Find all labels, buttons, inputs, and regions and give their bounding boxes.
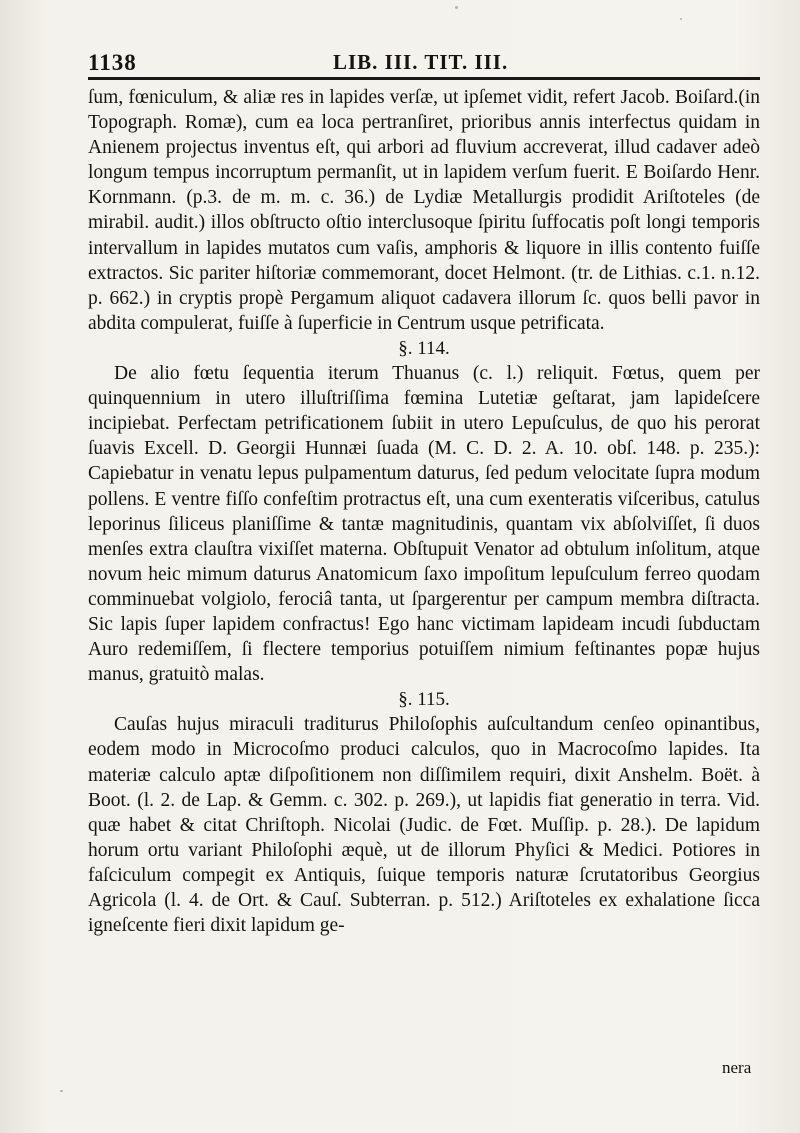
paper-speck (680, 18, 682, 20)
running-title: LIB. III. TIT. III. (333, 50, 509, 74)
section-heading-114: §. 114. (398, 337, 450, 359)
section-heading-115: §. 115. (398, 689, 450, 711)
body-text (88, 85, 760, 938)
header-rule (88, 77, 760, 80)
paragraph: Cauſas hujus miraculi traditurus Philoſophis auſcultandum cenſeo opinantibus, eodem modo in Microcoſmo produci calculos, quo in Macrocoſmo lapides. Ita materiæ calculo aptæ diſpoſitionem non diſſimilem requiri, dixit Anshelm. Boët. à Boot. (l. 2. de Lap. & Gemm. c. 302. p. 269.), ut lapidis fiat generatio in terra. Vid. quæ habet & citat Chriſtoph. Nicolai (Judic. de Fœt. Muſſip. p. 28.). De lapidum horum ortu variant Philoſophi æquè, ut de illorum Phyſici & Medici. Potiores in faſciculum compegit ex Antiquis, ſuique temporis naturæ ſcrutatoribus Georgius Agricola (l. 4. de Ort. & Cauſ. Subterran. p. 512.) Ariſtoteles ex exhalatione ſicca igneſcente fieri dixit lapidum ge- (88, 714, 760, 937)
paragraph: ſum, fœniculum, & aliæ res in lapides verſæ, ut ipſemet vidit, refert Jacob. Boiſard.(in Topograph. Romæ), cum ea loca pertranſiret, prioribus annis interfectus quidam in Anienem projectus inventus eſt, qui arbori ad fluvium accreverat, illud cadaver adeò longum tempus incorruptum permanſit, ut in lapidem verſum fuerit. E Boiſardo Henr. Kornmann. (p.3. de m. m. c. 36.) de Lydiæ Metallurgis prodidit Ariſtoteles (de mirabil. audit.) illos obſtructo oſtio interclusoque ſpiritu ſuffocatis poſt longi temporis intervallum in lapides mutatos cum vaſis, amphoris & liquore in illis contento fuiſſe extractos. Sic pariter hiſtoriæ commemorant, docet Helmont. (tr. de Lithias. c.1. n.12. p. 662.) in cryptis propè Pergamum aliquot cadavera illorum ſc. quos belli pavor in abdita compulerat, fuiſſe à ſuperficie in Centrum usque petrificata. (88, 87, 760, 334)
paper-speck (60, 1090, 63, 1092)
paragraph: De alio fœtu ſequentia iterum Thuanus (c. l.) reliquit. Fœtus, quem per quinquennium in utero illuſtriſſima fœmina Lutetiæ geſtarat, jam lapideſcere incipiebat. Perfectam petrificationem ſubiit in utero Lepuſculus, de quo his perorat ſuavis Excell. D. Georgii Hunnæi ſuada (M. C. D. 2. A. 10. obſ. 148. p. 235.): Capiebatur in venatu lepus pulpamentum daturus, ſed pedum velocitate ſupra modum pollens. E ventre fiſſo confeſtim protractus eſt, una cum exenteratis viſceribus, catulus leporinus ſiliceus planiſſime & tantæ magnitudinis, quantam vix abſolviſſet, ſi duos menſes extra clauſtra vixiſſet materna. Obſtupuit Venator ad obtulum inſolitum, atque novum heic mimum daturus Anatomicum ſaxo impoſitum lepuſculum ferreo quodam comminuebat volgiolo, ferociâ tanta, ut ſpargerentur per campum membra diſtracta. Sic lapis ſuper lapidem confractus! Ego hanc victimam lapideam incudi ſubductam Auro redemiſſem, ſi flectere temporius potuiſſem nimium feſtinantes popæ hujus manus, gratuitò malas. (88, 363, 760, 686)
page-number: 1138 (88, 50, 137, 75)
page-header (88, 44, 760, 80)
paper-speck (455, 6, 458, 9)
catch-word: nera (722, 1058, 752, 1077)
